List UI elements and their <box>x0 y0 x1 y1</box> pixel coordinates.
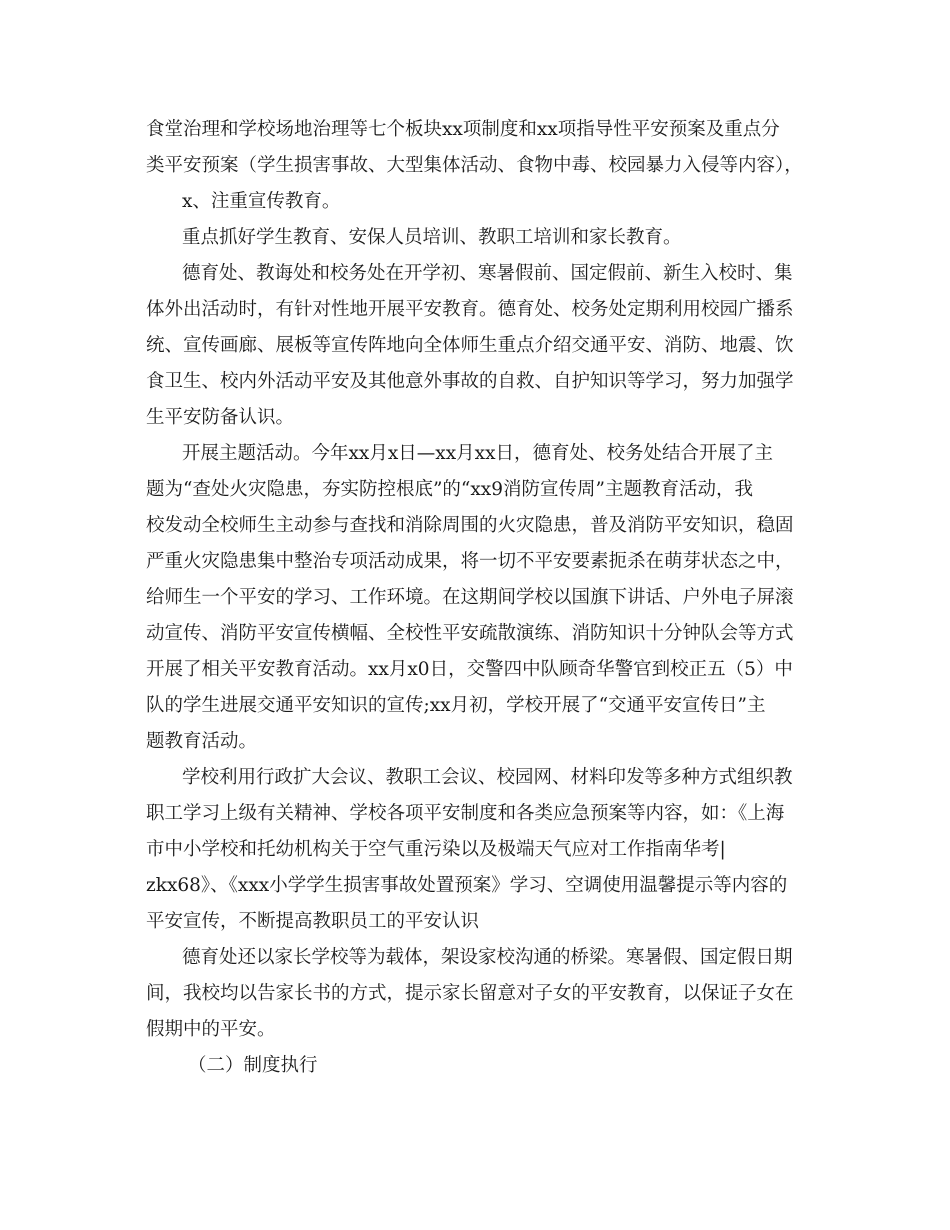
text-line: 给师生一个平安的学习、工作环境。在这期间学校以国旗下讲话、户外电子屏滚 <box>146 587 794 608</box>
document-body <box>146 112 828 1084</box>
text-line: 德育处还以家长学校等为载体，架设家校沟通的桥梁。寒暑假、国定假日期 <box>182 947 793 968</box>
text-line: zkx68》、《xxx小学学生损害事故处置预案》学习、空调使用温馨提示等内容的 <box>146 875 788 896</box>
text-line: x、注重宣传教育。 <box>182 191 341 212</box>
text-line: 学校利用行政扩大会议、教职工会议、校园网、材料印发等多种方式组织教 <box>182 767 793 788</box>
text-line: 食堂治理和学校场地治理等七个板块xx项制度和xx项指导性平安预案及重点分 <box>146 119 780 140</box>
text-line: 类平安预案（学生损害事故、大型集体活动、食物中毒、校园暴力入侵等内容）， <box>146 155 803 176</box>
text-line: 动宣传、消防平安宣传横幅、全校性平安疏散演练、消防知识十分钟队会等方式 <box>146 623 794 644</box>
text-line: 间，我校均以告家长书的方式，提示家长留意对子女的平安教育，以保证子女在 <box>146 983 794 1004</box>
text-line: 体外出活动时，有针对性地开展平安教育。德育处、校务处定期利用校园广播系 <box>146 299 794 320</box>
text-line: 重点抓好学生教育、安保人员培训、教职工培训和家长教育。 <box>182 227 682 248</box>
text-line: 题教育活动。 <box>146 731 258 752</box>
text-line: （二）制度执行 <box>188 1055 318 1076</box>
text-line: 校发动全校师生主动参与查找和消除周围的火灾隐患，普及消防平安知识，稳固 <box>146 515 794 536</box>
text-line: 市中小学校和托幼机构关于空气重污染以及极端天气应对工作指南华考| <box>146 839 726 860</box>
text-line: 平安宣传，不断提高教职员工的平安认识 <box>146 911 480 932</box>
text-line: 生平安防备认识。 <box>146 407 295 428</box>
text-line: 假期中的平安。 <box>146 1019 276 1040</box>
text-line: 职工学习上级有关精神、学校各项平安制度和各类应急预案等内容，如：《上海 <box>146 803 785 824</box>
text-line: 题为“查处火灾隐患，夯实防控根底”的“xx9消防宣传周”主题教育活动，我 <box>146 479 753 500</box>
text-line: 食卫生、校内外活动平安及其他意外事故的自救、自护知识等学习，努力加强学 <box>146 371 794 392</box>
text-line: 队的学生进展交通平安知识的宣传;xx月初，学校开展了“交通平安宣传日”主 <box>146 695 766 716</box>
text-line: 开展主题活动。今年xx月x日—xx月xx日，德育处、校务处结合开展了主 <box>182 443 774 464</box>
text-line: 统、宣传画廊、展板等宣传阵地向全体师生重点介绍交通平安、消防、地震、饮 <box>146 335 794 356</box>
text-line: 严重火灾隐患集中整治专项活动成果，将一切不平安要素扼杀在萌芽状态之中， <box>146 551 794 572</box>
text-line: 德育处、教诲处和校务处在开学初、寒暑假前、国定假前、新生入校时、集 <box>182 263 793 284</box>
text-line: 开展了相关平安教育活动。xx月x0日，交警四中队顾奇华警官到校正五（5）中 <box>146 659 793 680</box>
